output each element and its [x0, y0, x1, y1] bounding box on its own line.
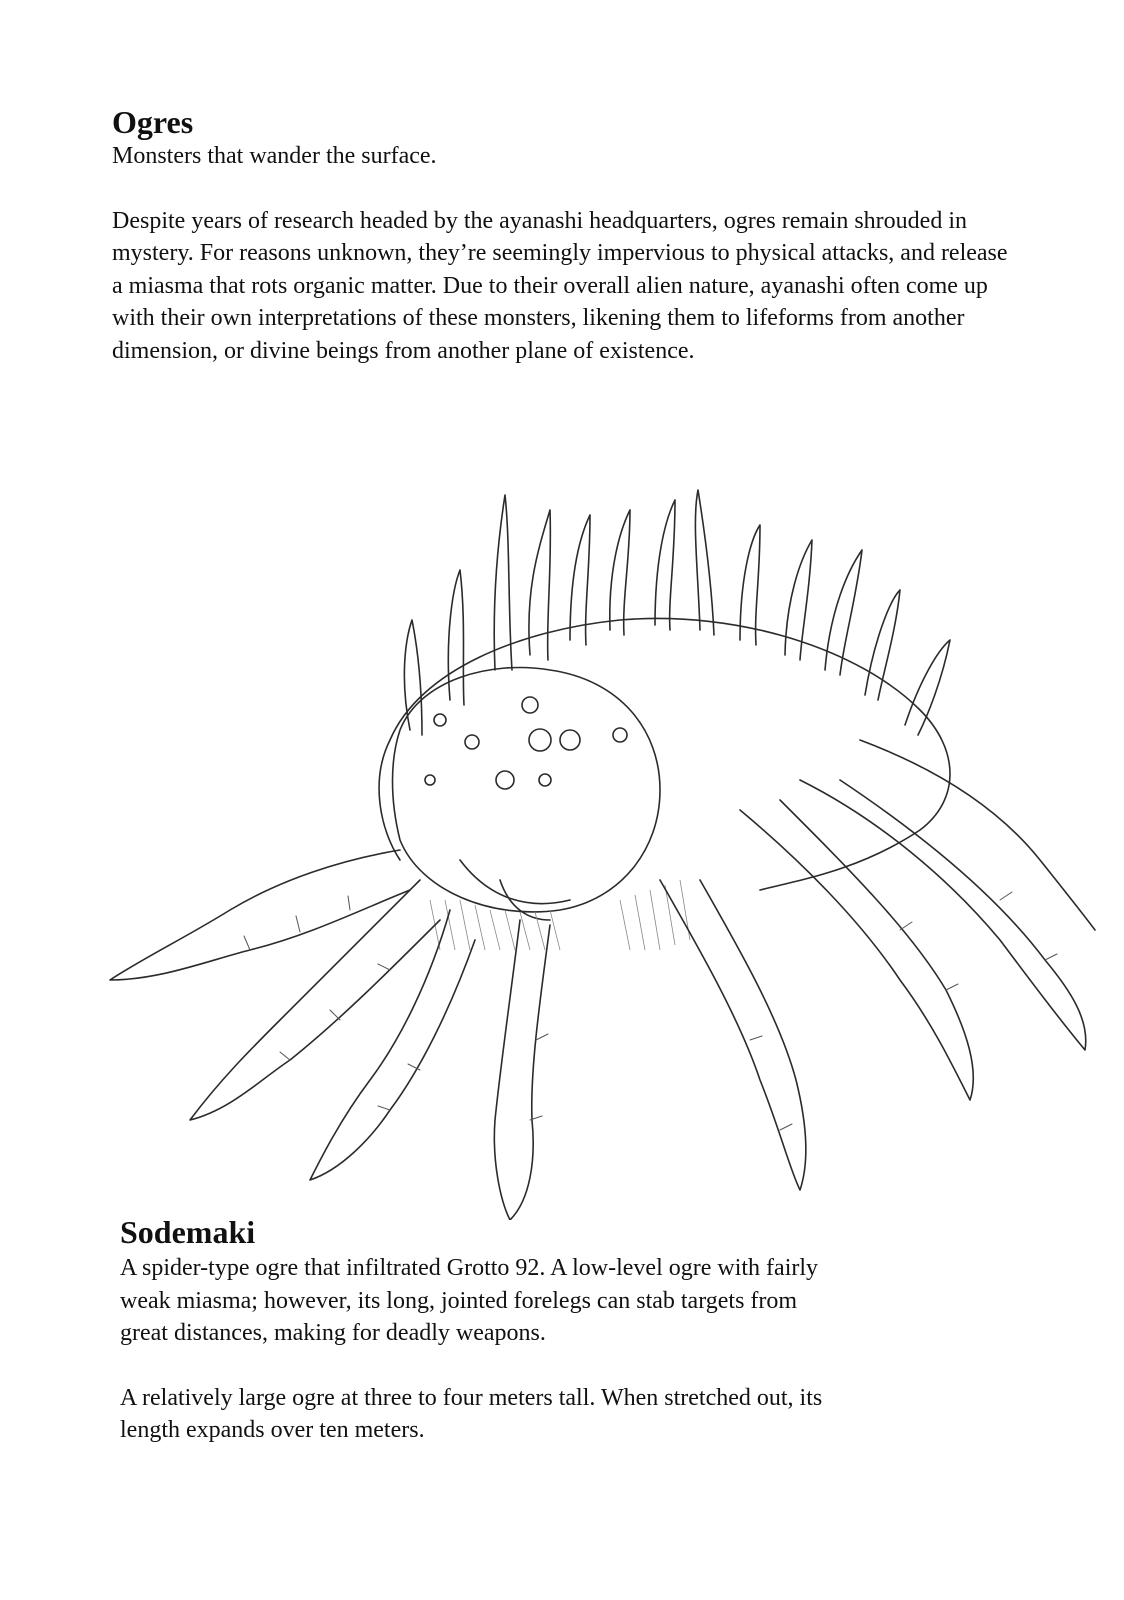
sodemaki-description: A spider-type ogre that infiltrated Grotto 92. A low-level ogre with fairly weak miasma; however, its long, jointed forelegs can stab targets from great distances, making for deadly weapons. — [120, 1255, 819, 1346]
sodemaki-title: Sodemaki — [120, 1214, 256, 1250]
sodemaki-illustration — [100, 480, 1110, 1220]
ogres-section — [112, 104, 1012, 367]
sodemaki-section — [120, 1212, 840, 1447]
ogres-title: Ogres — [112, 104, 194, 140]
sodemaki-size: A relatively large ogre at three to four meters tall. When stretched out, its length expands over ten meters. — [120, 1384, 823, 1443]
ogres-subtitle: Monsters that wander the surface. — [112, 143, 437, 169]
ogres-body: Despite years of research headed by the ayanashi headquarters, ogres remain shrouded in mystery. For reasons unknown, they’re seemingly impervious to physical attacks, and release a miasma that rots organic matter. Due to their overall alien nature, ayanashi often come up with their own interpretations of these monsters, likening them to lifeforms from another dimension, or divine beings from another plane of existence. — [112, 207, 1008, 364]
spider-ogre-sketch-icon — [100, 480, 1110, 1220]
